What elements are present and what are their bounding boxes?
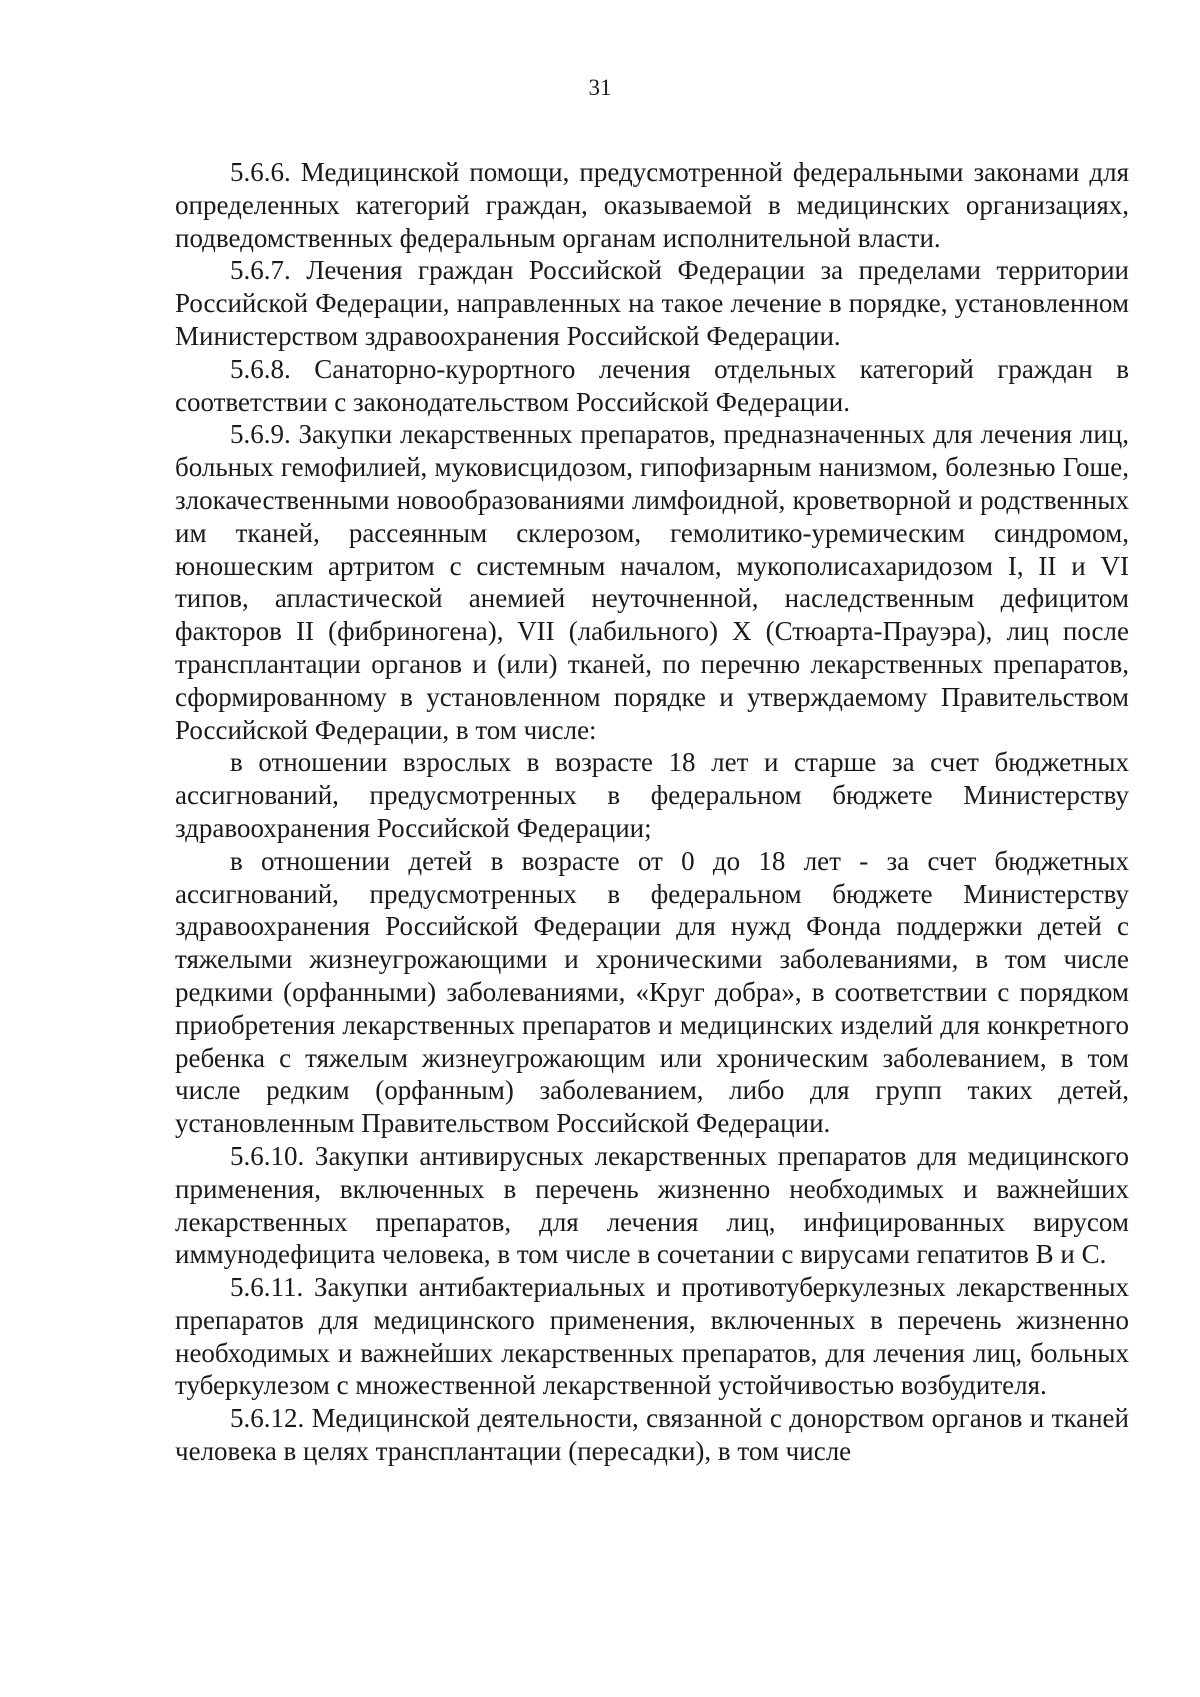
paragraph-5-6-6: 5.6.6. Медицинской помощи, предусмотренной федеральными законами для определенных категорий граждан, оказываемой в медицинских организациях, подведомственных федеральным органам исполнительной власти. (175, 157, 1129, 253)
document-body (175, 156, 1129, 1468)
paragraph-children-clause: в отношении детей в возрасте от 0 до 18 лет - за счет бюджетных ассигнований, предусмотренных в федеральном бюджете Министерству здравоохранения Российской Федерации для нужд Фонда поддержки детей с тяжелыми жизнеугрожающими и хроническими заболеваниями, в том числе редкими (орфанными) заболеваниями, «Круг добра», в соответствии с порядком приобретения лекарственных препаратов и медицинских изделий для конкретного ребенка с тяжелым жизнеугрожающим или хроническим заболеванием, в том числе редким (орфанным) заболеванием, либо для групп таких детей, установленным Правительством Российской Федерации. (175, 845, 1129, 1139)
paragraph-5-6-9: 5.6.9. Закупки лекарственных препаратов, предназначенных для лечения лиц, больных гемофилией, муковисцидозом, гипофизарным нанизмом, болезнью Гоше, злокачественными новообразованиями лимфоидной, кроветворной и родственных им тканей, рассеянным склерозом, гемолитико-уремическим синдромом, юношеским артритом с системным началом, мукополисахаридозом I, II и VI типов, апластической анемией неуточненной, наследственным дефицитом факторов II (фибриногена), VII (лабильного) X (Стюарта-Прауэра), лиц после трансплантации органов и (или) тканей, по перечню лекарственных препаратов, сформированному в установленном порядке и утверждаемому Правительством Российской Федерации, в том числе: (175, 419, 1129, 745)
page-number: 31 (588, 75, 612, 100)
paragraph-5-6-12: 5.6.12. Медицинской деятельности, связанной с донорством органов и тканей человека в целях трансплантации (пересадки), в том числе (175, 1403, 1129, 1467)
paragraph-5-6-10: 5.6.10. Закупки антивирусных лекарственных препаратов для медицинского применения, включенных в перечень жизненно необходимых и важнейших лекарственных препаратов, для лечения лиц, инфицированных вирусом иммунодефицита человека, в том числе в сочетании с вирусами гепатитов B и C. (175, 1140, 1129, 1270)
paragraph-adults-clause: в отношении взрослых в возрасте 18 лет и старше за счет бюджетных ассигнований, предусмотренных в федеральном бюджете Министерству здравоохранения Российской Федерации; (175, 747, 1129, 843)
paragraph-5-6-7: 5.6.7. Лечения граждан Российской Федерации за пределами территории Российской Федерации, направленных на такое лечение в порядке, установленном Министерством здравоохранения Российской Федерации. (175, 255, 1129, 351)
paragraph-5-6-11: 5.6.11. Закупки антибактериальных и противотуберкулезных лекарственных препаратов для медицинского применения, включенных в перечень жизненно необходимых и важнейших лекарственных препаратов, для лечения лиц, больных туберкулезом с множественной лекарственной устойчивостью возбудителя. (175, 1272, 1129, 1401)
paragraph-5-6-8: 5.6.8. Санаторно-курортного лечения отдельных категорий граждан в соответствии с законодательством Российской Федерации. (175, 353, 1129, 417)
